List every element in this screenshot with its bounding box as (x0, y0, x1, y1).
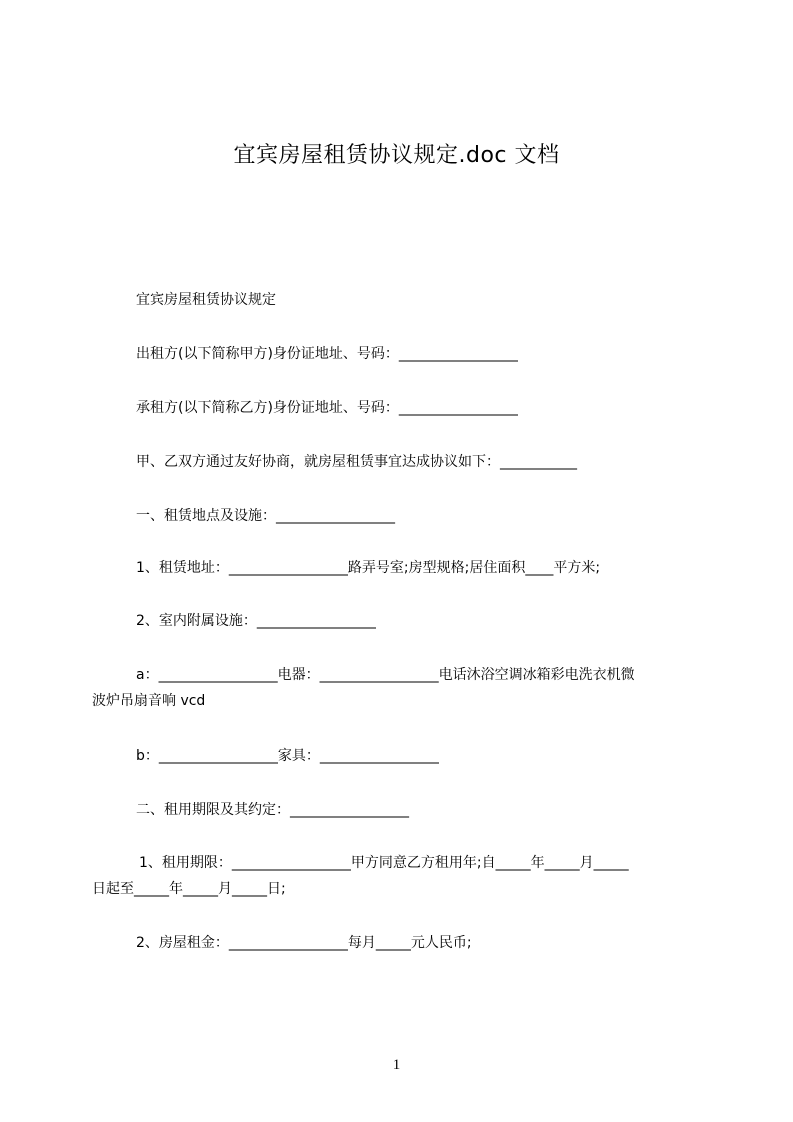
term-line-2: 日起至_____年_____月_____日; (92, 881, 286, 897)
agreement-intro-line: 甲、乙双方通过友好协商，就房屋租赁事宜达成协议如下：___________ (136, 454, 577, 470)
lease-address-line: 1、租赁地址：_________________路弄号室;房型规格;居住面积____平方米; (136, 560, 601, 576)
page-number: 1 (392, 1057, 401, 1073)
item-b-line: b：_________________家具：_________________ (136, 748, 439, 764)
lessee-id-line: 承租方(以下简称乙方)身份证地址、号码：_________________ (136, 400, 518, 416)
section-two-heading: 二、租用期限及其约定：_________________ (136, 802, 409, 818)
facilities-line: 2、室内附属设施：_________________ (136, 613, 376, 629)
rent-line: 2、房屋租金：_________________每月_____元人民币; (136, 935, 472, 951)
item-a-paragraph (92, 662, 732, 714)
section-one-heading: 一、租赁地点及设施：_________________ (136, 508, 395, 524)
item-a-line-2: 波炉吊扇音响 vcd (92, 693, 206, 709)
agreement-heading: 宜宾房屋租赁协议规定 (136, 292, 276, 308)
lessor-id-line: 出租方(以下简称甲方)身份证地址、号码：_________________ (136, 346, 518, 362)
item-a-line-1: a：_________________电器：_________________电话沐浴空调冰箱彩电洗衣机微 (136, 667, 635, 683)
document-title: 宜宾房屋租赁协议规定.doc 文档 (233, 143, 560, 168)
term-paragraph (92, 850, 732, 902)
term-line-1: 1、租用期限：_________________甲方同意乙方租用年;自_____年_____月_____ (139, 855, 629, 871)
